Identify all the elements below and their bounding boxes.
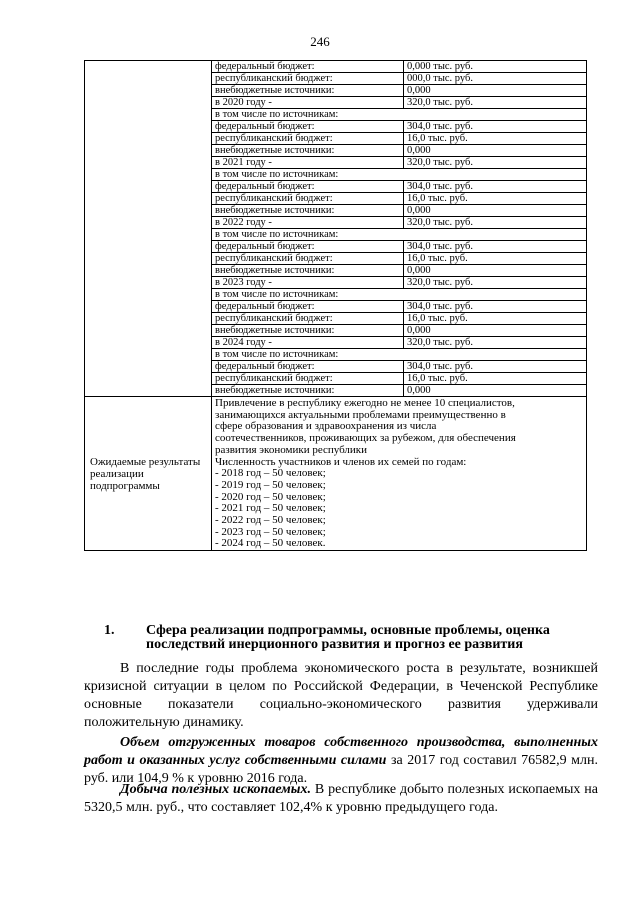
funding-source-value: 320,0 тыс. руб. bbox=[404, 217, 587, 229]
funding-source-value: 304,0 тыс. руб. bbox=[404, 361, 587, 373]
results-line: - 2024 год – 50 человек. bbox=[215, 537, 326, 550]
funding-source-value: 16,0 тыс. руб. bbox=[404, 133, 587, 145]
funding-source-value: 16,0 тыс. руб. bbox=[404, 373, 587, 385]
funding-source-value: 0,000 bbox=[404, 205, 587, 217]
paragraph-shipped-goods bbox=[84, 734, 598, 788]
results-line: Численность участников и членов их семей по годам: bbox=[215, 455, 467, 468]
results-line: - 2023 год – 50 человек; bbox=[215, 525, 326, 538]
funding-source-label: внебюджетные источники: bbox=[212, 385, 404, 397]
funding-source-value: 320,0 тыс. руб. bbox=[404, 337, 587, 349]
funding-source-value: 0,000 bbox=[404, 265, 587, 277]
funding-source-value: 16,0 тыс. руб. bbox=[404, 193, 587, 205]
funding-source-value: 16,0 тыс. руб. bbox=[404, 253, 587, 265]
mining-text: В республике добыто полезных ископаемых на 5320,5 млн. руб., что составляет 102,4% к уровню предыдущего года. bbox=[84, 782, 598, 815]
funding-source-value: 320,0 тыс. руб. bbox=[404, 97, 587, 109]
section-heading bbox=[104, 624, 604, 652]
funding-source-value: 0,000 тыс. руб. bbox=[404, 61, 587, 73]
funding-source-value: 304,0 тыс. руб. bbox=[404, 181, 587, 193]
results-line: соотечественников, проживающих за рубежом, для обеспечения bbox=[215, 432, 516, 445]
funding-subheading: в том числе по источникам: bbox=[212, 229, 587, 241]
funding-source-value: 0,000 bbox=[404, 85, 587, 97]
funding-source-label: республиканский бюджет: bbox=[212, 313, 404, 325]
results-line: Привлечение в республику ежегодно не менее 10 специалистов, bbox=[215, 397, 515, 409]
funding-source-value: 16,0 тыс. руб. bbox=[404, 313, 587, 325]
funding-source-value: 320,0 тыс. руб. bbox=[404, 157, 587, 169]
results-line: - 2018 год – 50 человек; bbox=[215, 467, 326, 480]
mining-heading: Добыча полезных ископаемых. bbox=[120, 782, 311, 797]
results-line: - 2022 год – 50 человек; bbox=[215, 514, 326, 527]
results-line: - 2021 год – 50 человек; bbox=[215, 502, 326, 515]
results-line: - 2019 год – 50 человек; bbox=[215, 478, 326, 491]
funding-table bbox=[84, 60, 587, 551]
paragraph-mining bbox=[84, 781, 598, 817]
funding-source-label: федеральный бюджет: bbox=[212, 301, 404, 313]
funding-source-label: республиканский бюджет: bbox=[212, 193, 404, 205]
results-row bbox=[85, 397, 587, 551]
funding-source-value: 320,0 тыс. руб. bbox=[404, 277, 587, 289]
page-number: 246 bbox=[310, 34, 330, 49]
results-line: развития экономики республики bbox=[215, 443, 368, 456]
funding-source-label: в 2023 году - bbox=[212, 277, 404, 289]
funding-source-label: внебюджетные источники: bbox=[212, 85, 404, 97]
funding-subheading: в том числе по источникам: bbox=[212, 109, 587, 121]
results-line: - 2020 год – 50 человек; bbox=[215, 490, 326, 503]
funding-source-label: внебюджетные источники: bbox=[212, 325, 404, 337]
funding-source-label: внебюджетные источники: bbox=[212, 265, 404, 277]
funding-source-label: республиканский бюджет: bbox=[212, 253, 404, 265]
paragraph-economic-growth: В последние годы проблема экономического роста в результате, возникшей кризисной ситуации в целом по Российской Федерации, в Чеченской Республике основные показатели социально-экономического развития удерживали положительную динамику. bbox=[84, 661, 598, 730]
funding-source-value: 304,0 тыс. руб. bbox=[404, 301, 587, 313]
funding-subheading: в том числе по источникам: bbox=[212, 169, 587, 181]
section-number: 1. bbox=[104, 623, 115, 638]
shipped-goods-heading: Объем отгруженных товаров собственного производства, выполненных работ и оказанных услуг собственными силами bbox=[84, 735, 598, 768]
funding-source-label: федеральный бюджет: bbox=[212, 361, 404, 373]
funding-subheading: в том числе по источникам: bbox=[212, 349, 587, 361]
results-line: сфере образования и здравоохранения из числа bbox=[215, 420, 437, 433]
funding-source-value: 0,000 bbox=[404, 325, 587, 337]
results-text-cell bbox=[212, 397, 587, 551]
funding-source-label: федеральный бюджет: bbox=[212, 181, 404, 193]
funding-source-label: в 2022 году - bbox=[212, 217, 404, 229]
funding-source-label: федеральный бюджет: bbox=[212, 121, 404, 133]
funding-source-label: республиканский бюджет: bbox=[212, 133, 404, 145]
funding-source-label: федеральный бюджет: bbox=[212, 61, 404, 73]
funding-source-value: 0,000 bbox=[404, 385, 587, 397]
funding-source-label: республиканский бюджет: bbox=[212, 373, 404, 385]
funding-source-value: 304,0 тыс. руб. bbox=[404, 241, 587, 253]
funding-source-label: в 2024 году - bbox=[212, 337, 404, 349]
results-line: занимающихся актуальными проблемами преимущественно в bbox=[215, 408, 506, 421]
funding-row bbox=[85, 61, 587, 73]
funding-source-label: республиканский бюджет: bbox=[212, 73, 404, 85]
funding-source-label: внебюджетные источники: bbox=[212, 145, 404, 157]
funding-source-label: в 2020 году - bbox=[212, 97, 404, 109]
funding-source-value: 000,0 тыс. руб. bbox=[404, 73, 587, 85]
section-title: Сфера реализации подпрограммы, основные проблемы, оценка последствий инерционного развития и прогноз ее развития bbox=[146, 623, 550, 652]
funding-source-label: федеральный бюджет: bbox=[212, 241, 404, 253]
funding-subheading: в том числе по источникам: bbox=[212, 289, 587, 301]
shipped-goods-text: за 2017 год составил 76582,9 млн. руб. или 104,9 % к уровню 2016 года. bbox=[84, 753, 598, 786]
funding-source-label: внебюджетные источники: bbox=[212, 205, 404, 217]
funding-source-value: 0,000 bbox=[404, 145, 587, 157]
funding-source-label: в 2021 году - bbox=[212, 157, 404, 169]
funding-source-value: 304,0 тыс. руб. bbox=[404, 121, 587, 133]
results-label-cell: Ожидаемые результаты реализации подпрограммы bbox=[85, 397, 212, 551]
funding-left-cell bbox=[85, 61, 212, 397]
